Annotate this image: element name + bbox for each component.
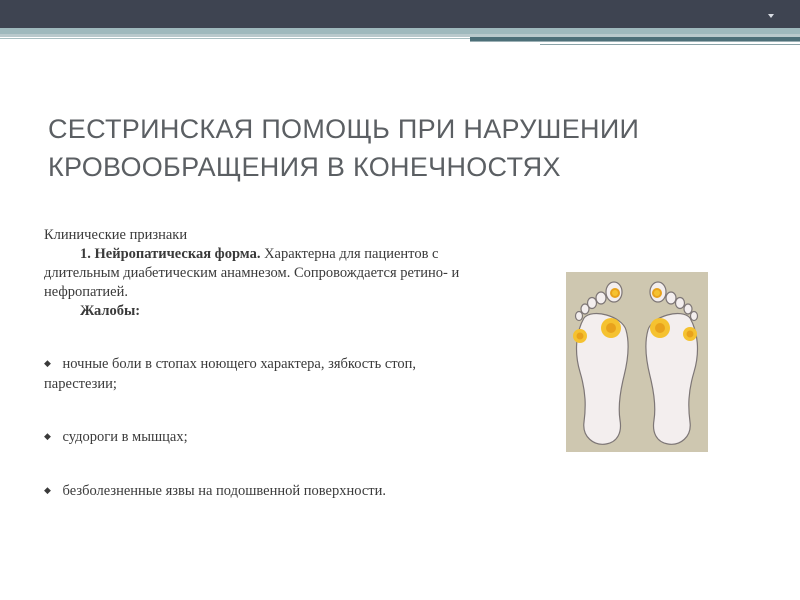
- form-paragraph-line-1: [44, 245, 544, 264]
- top-bar: [0, 0, 800, 28]
- form-paragraph-line-3: нефропатией.: [44, 284, 129, 300]
- right-foot-icon: [646, 282, 698, 444]
- form-text-1: Характерна для пациентов с: [260, 246, 439, 262]
- accent-line-thin: [470, 41, 800, 42]
- bullet-item-1-line-2: парестезии;: [44, 376, 117, 392]
- complaints-label: Жалобы:: [80, 303, 141, 319]
- bullet-item-2: ◆ судороги в мышцах;: [44, 428, 544, 448]
- corner-marker-icon: [768, 14, 774, 18]
- slide-title-line-1: СЕСТРИНСКАЯ ПОМОЩЬ ПРИ НАРУШЕНИИ: [48, 114, 640, 144]
- slide-title: [48, 110, 748, 186]
- slide-body: [44, 226, 544, 502]
- form-paragraph-line-2: длительным диабетическим анамнезом. Сопровождается ретино- и: [44, 265, 460, 281]
- form-title: 1. Нейропатическая форма.: [80, 246, 261, 262]
- left-foot-icon: [573, 282, 628, 444]
- slide-title-line-2: КРОВООБРАЩЕНИЯ В КОНЕЧНОСТЯХ: [48, 152, 561, 182]
- accent-line: [0, 38, 470, 39]
- section-heading: Клинические признаки: [44, 227, 188, 243]
- accent-line-thin-2: [540, 44, 800, 45]
- bullet-item-1-line-1: ◆ ночные боли в стопах ноющего характера, зябкость стоп,: [44, 355, 544, 375]
- feet-soles-illustration-icon: [566, 272, 708, 452]
- bullet-item-3: ◆ безболезненные язвы на подошвенной поверхности.: [44, 482, 544, 502]
